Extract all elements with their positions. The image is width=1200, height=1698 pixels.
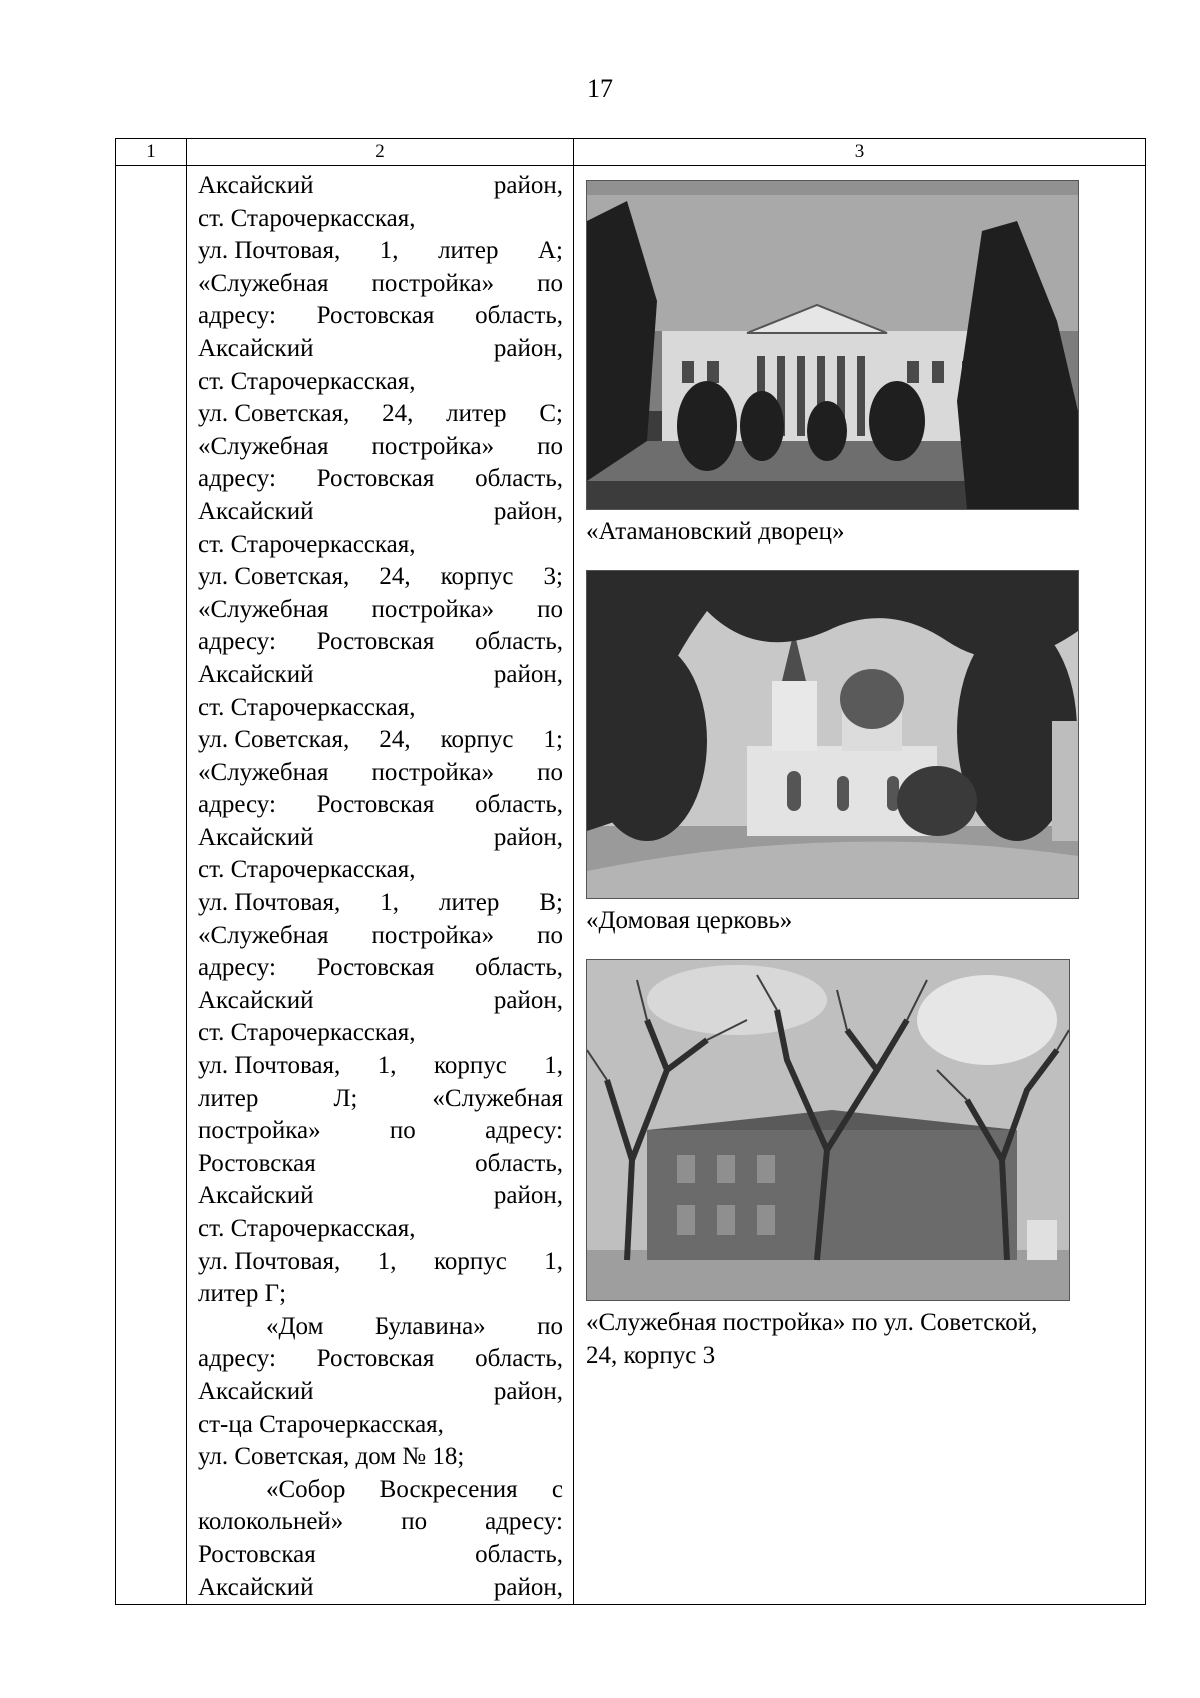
address-word: ул. Почтовая, [198,1247,341,1275]
church-caption: «Домовая церковь» [586,907,793,934]
address-word: область, [475,954,563,982]
address-word: Ростовская [316,302,435,330]
address-word: постройка» [371,921,495,949]
address-word: область, [475,465,563,493]
address-word: «Служебная [432,1084,563,1112]
building-caption-line-2: 24, корпус 3 [586,1342,716,1369]
address-word: Аксайский [198,660,314,688]
address-word: литер Г; [198,1280,287,1308]
address-word: литер [439,889,500,917]
address-word: по [537,269,563,297]
address-word: колокольней» [198,1508,344,1536]
address-word: ул. Почтовая, [198,1052,341,1080]
address-word: область, [475,1540,563,1568]
address-line [198,529,563,562]
building-photo [586,959,1070,1301]
address-word: 1, [380,889,400,917]
address-line [198,692,563,725]
address-word: ст. Старочеркасская, [198,1215,416,1242]
page-number: 17 [587,74,613,103]
address-line [198,496,563,529]
address-word: 1, [377,1247,397,1275]
address-word: область, [475,1149,563,1177]
address-word: адресу: [485,1117,563,1145]
address-word: 1, [379,237,399,265]
address-word: Булавина» [374,1312,486,1340]
address-word: Аксайский [198,1377,314,1405]
address-line [198,1050,563,1083]
address-word: корпус [440,563,514,591]
table-header-row [116,139,1146,166]
address-word: А; [537,237,563,265]
address-word: по [537,432,563,460]
number-cell [116,166,187,1605]
address-line [198,659,563,692]
address-word: «Служебная [198,269,329,297]
address-line [198,1083,563,1116]
church-photo [586,570,1079,899]
address-line [198,463,563,496]
address-word: 3; [543,563,563,591]
address-line [198,431,563,464]
header-col-2: 2 [187,139,574,166]
address-line [198,594,563,627]
address-word: ул. Советская, [198,726,350,754]
address-line [198,1441,563,1474]
address-line [198,789,563,822]
address-word: район, [493,172,563,199]
address-word: Аксайский [198,1182,314,1210]
address-line [198,887,563,920]
address-word: Аксайский [198,172,314,199]
address-word: Аксайский [198,1573,314,1601]
address-word: Ростовская [316,1345,435,1373]
address-word: адресу: [198,954,276,982]
address-line [198,366,563,399]
address-word: В; [539,889,563,917]
address-word: по [389,1117,416,1145]
address-line [198,1278,563,1311]
address-line [198,300,563,333]
address-word: 24, [379,563,411,591]
address-word: ул. Советская, дом № 18; [198,1443,465,1471]
address-word: ст. Старочеркасская, [198,530,416,558]
address-word: «Служебная [198,758,329,786]
heritage-table [115,138,1146,1605]
address-line [198,1572,563,1605]
address-word: область, [475,302,563,330]
address-line [198,1311,563,1344]
address-word: литер [446,400,507,428]
address-line [198,1343,563,1376]
address-word: Аксайский [198,497,314,525]
address-line [198,1474,563,1507]
address-word: Ростовская [316,465,435,493]
address-word: корпус [433,1052,507,1080]
address-line [198,1115,563,1148]
address-word: ст. Старочеркасская, [198,204,416,232]
address-word: по [537,758,563,786]
address-word: Аксайский [198,334,314,362]
header-col-3: 3 [574,139,1146,166]
address-word: литер [438,237,499,265]
address-word: адресу: [485,1508,563,1536]
palace-caption: «Атамановский дворец» [586,518,845,545]
address-word: Ростовская [198,1149,316,1177]
address-word: ст-ца Старочеркасская, [198,1410,444,1438]
address-word: корпус [433,1247,507,1275]
address-word: ул. Советская, [198,563,350,591]
address-word: «Служебная [198,921,329,949]
palace-photo [586,180,1079,510]
address-line [198,203,563,236]
address-word: Аксайский [198,986,314,1014]
address-word: район, [493,986,563,1014]
address-word: ул. Почтовая, [198,889,341,917]
address-word: Л; [333,1084,358,1112]
address-word: ул. Советская, [198,400,350,428]
address-line [198,1148,563,1181]
address-cell [187,166,574,1605]
address-line [198,1213,563,1246]
address-line [198,1409,563,1442]
address-line [198,1376,563,1409]
address-word: район, [493,823,563,851]
address-word: ст. Старочеркасская, [198,367,416,395]
address-word: ст. Старочеркасская, [198,693,416,721]
address-text [198,170,563,1604]
address-word: постройка» [371,269,495,297]
address-line [198,854,563,887]
address-word: район, [493,1377,563,1405]
address-word: Ростовская [316,791,435,819]
address-word: по [537,595,563,623]
address-word: постройка» [198,1117,321,1145]
address-word: постройка» [371,432,495,460]
address-word: 24, [379,726,411,754]
address-line [198,626,563,659]
address-line [198,235,563,268]
address-line [198,724,563,757]
table-row [116,166,1146,1605]
address-word: с [551,1475,563,1503]
address-word: 1, [377,1052,397,1080]
address-word: адресу: [198,628,276,656]
address-word: Аксайский [198,823,314,851]
address-word: адресу: [198,302,276,330]
address-line [198,561,563,594]
address-line [198,1017,563,1050]
address-word: Ростовская [198,1540,316,1568]
address-word: адресу: [198,791,276,819]
address-line [198,985,563,1018]
address-word: постройка» [371,595,495,623]
address-word: район, [493,497,563,525]
address-line [198,268,563,301]
address-word: «Дом [266,1312,324,1340]
address-line [198,920,563,953]
address-word: ст. Старочеркасская, [198,1019,416,1047]
address-word: район, [493,1182,563,1210]
address-word: по [537,921,563,949]
address-line [198,170,563,203]
address-line [198,1246,563,1279]
address-word: 1, [544,1247,563,1275]
address-word: область, [475,1345,563,1373]
address-word: 1, [544,1052,563,1080]
address-word: литер [198,1084,259,1112]
address-word: 24, [382,400,414,428]
address-line [198,952,563,985]
address-word: район, [493,1573,563,1601]
address-word: постройка» [371,758,495,786]
photo-cell [574,166,1146,1605]
address-line [198,1539,563,1572]
header-col-1: 1 [116,139,187,166]
address-word: «Служебная [198,432,329,460]
address-line [198,333,563,366]
address-word: Ростовская [316,628,435,656]
address-word: Воскресения [379,1475,518,1503]
building-caption-line-1: «Служебная постройка» по ул. Советской, [586,1309,1038,1336]
address-word: район, [493,334,563,362]
address-line [198,757,563,790]
address-line [198,1180,563,1213]
address-word: Ростовская [316,954,435,982]
address-word: С; [539,400,563,428]
address-word: адресу: [198,465,276,493]
address-word: область, [475,791,563,819]
address-word: 1; [543,726,563,754]
address-line [198,1506,563,1539]
address-line [198,822,563,855]
address-word: адресу: [198,1345,276,1373]
address-word: по [537,1312,563,1340]
address-word: область, [475,628,563,656]
address-word: корпус [440,726,514,754]
address-word: ул. Почтовая, [198,237,341,265]
address-word: ст. Старочеркасская, [198,856,416,884]
address-word: по [401,1508,428,1536]
address-line [198,398,563,431]
address-word: «Служебная [198,595,329,623]
address-word: «Собор [266,1475,346,1503]
address-word: район, [493,660,563,688]
